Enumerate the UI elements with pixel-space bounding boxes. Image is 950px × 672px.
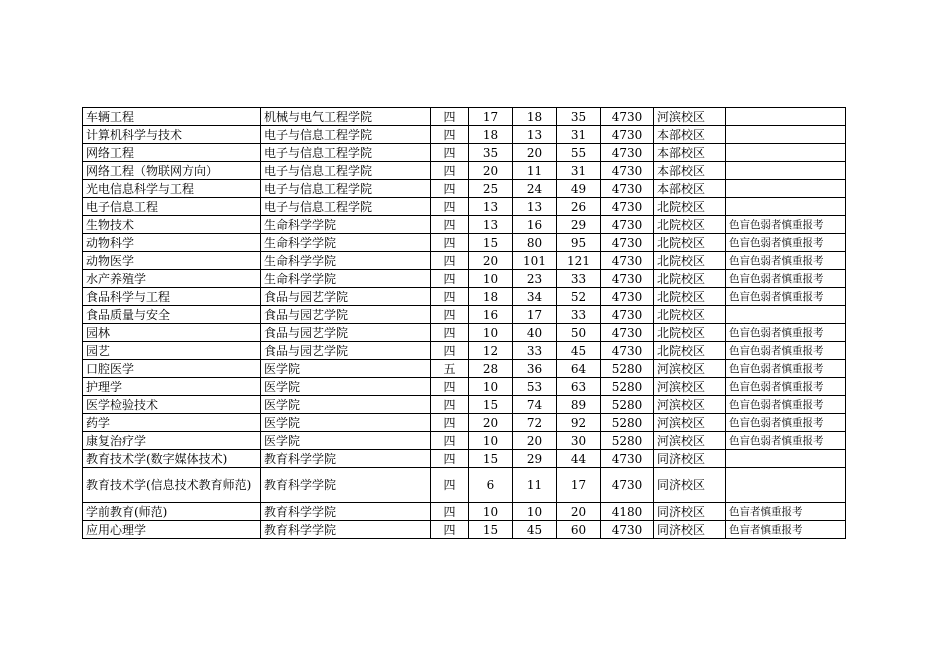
total-cell: 45 [557, 342, 601, 360]
college-cell: 生命科学学院 [261, 234, 431, 252]
count-b-cell: 101 [513, 252, 557, 270]
note-cell: 色盲色弱者慎重报考 [726, 234, 846, 252]
duration-cell: 四 [431, 288, 469, 306]
count-b-cell: 53 [513, 378, 557, 396]
tuition-cell: 4730 [601, 144, 654, 162]
count-a-cell: 20 [469, 252, 513, 270]
tuition-cell: 4730 [601, 521, 654, 539]
note-cell [726, 108, 846, 126]
table-row [83, 324, 846, 342]
major-cell: 康复治疗学 [83, 432, 261, 450]
count-b-cell: 40 [513, 324, 557, 342]
campus-cell: 北院校区 [654, 270, 726, 288]
campus-cell: 北院校区 [654, 288, 726, 306]
campus-cell: 本部校区 [654, 162, 726, 180]
campus-cell: 同济校区 [654, 521, 726, 539]
count-a-cell: 13 [469, 198, 513, 216]
tuition-cell: 4730 [601, 162, 654, 180]
table-row [83, 521, 846, 539]
note-cell [726, 198, 846, 216]
college-cell: 医学院 [261, 360, 431, 378]
count-b-cell: 29 [513, 450, 557, 468]
note-cell: 色盲色弱者慎重报考 [726, 252, 846, 270]
college-cell: 生命科学学院 [261, 270, 431, 288]
campus-cell: 同济校区 [654, 450, 726, 468]
table-row [83, 252, 846, 270]
tuition-cell: 4730 [601, 306, 654, 324]
count-b-cell: 36 [513, 360, 557, 378]
campus-cell: 本部校区 [654, 180, 726, 198]
note-cell: 色盲色弱者慎重报考 [726, 342, 846, 360]
college-cell: 医学院 [261, 396, 431, 414]
campus-cell: 北院校区 [654, 234, 726, 252]
tuition-cell: 5280 [601, 414, 654, 432]
tuition-cell: 4730 [601, 468, 654, 503]
major-cell: 食品质量与安全 [83, 306, 261, 324]
count-a-cell: 20 [469, 162, 513, 180]
table-row [83, 360, 846, 378]
college-cell: 食品与园艺学院 [261, 324, 431, 342]
count-a-cell: 10 [469, 270, 513, 288]
college-cell: 医学院 [261, 378, 431, 396]
campus-cell: 北院校区 [654, 216, 726, 234]
table-row [83, 432, 846, 450]
table-row [83, 396, 846, 414]
table-row [83, 306, 846, 324]
note-cell: 色盲色弱者慎重报考 [726, 288, 846, 306]
major-cell: 电子信息工程 [83, 198, 261, 216]
note-cell: 色盲色弱者慎重报考 [726, 270, 846, 288]
count-a-cell: 28 [469, 360, 513, 378]
table-row [83, 288, 846, 306]
major-cell: 网络工程（物联网方向） [83, 162, 261, 180]
count-a-cell: 15 [469, 234, 513, 252]
college-cell: 教育科学学院 [261, 468, 431, 503]
note-cell [726, 450, 846, 468]
tuition-cell: 4730 [601, 288, 654, 306]
count-a-cell: 15 [469, 450, 513, 468]
college-cell: 教育科学学院 [261, 503, 431, 521]
table-row [83, 414, 846, 432]
college-cell: 食品与园艺学院 [261, 342, 431, 360]
count-a-cell: 10 [469, 378, 513, 396]
count-b-cell: 80 [513, 234, 557, 252]
count-a-cell: 15 [469, 521, 513, 539]
count-a-cell: 18 [469, 126, 513, 144]
count-a-cell: 25 [469, 180, 513, 198]
major-cell: 教育技术学(数字媒体技术) [83, 450, 261, 468]
table-row [83, 378, 846, 396]
college-cell: 电子与信息工程学院 [261, 144, 431, 162]
count-b-cell: 23 [513, 270, 557, 288]
duration-cell: 四 [431, 414, 469, 432]
campus-cell: 河滨校区 [654, 414, 726, 432]
campus-cell: 北院校区 [654, 306, 726, 324]
duration-cell: 四 [431, 342, 469, 360]
total-cell: 35 [557, 108, 601, 126]
total-cell: 44 [557, 450, 601, 468]
total-cell: 33 [557, 270, 601, 288]
tuition-cell: 4180 [601, 503, 654, 521]
count-a-cell: 20 [469, 414, 513, 432]
duration-cell: 四 [431, 521, 469, 539]
table-row [83, 216, 846, 234]
count-a-cell: 17 [469, 108, 513, 126]
count-b-cell: 11 [513, 468, 557, 503]
count-b-cell: 20 [513, 144, 557, 162]
campus-cell: 河滨校区 [654, 396, 726, 414]
college-cell: 教育科学学院 [261, 450, 431, 468]
college-cell: 教育科学学院 [261, 521, 431, 539]
campus-cell: 北院校区 [654, 198, 726, 216]
tuition-cell: 4730 [601, 450, 654, 468]
total-cell: 49 [557, 180, 601, 198]
college-cell: 生命科学学院 [261, 216, 431, 234]
duration-cell: 四 [431, 503, 469, 521]
duration-cell: 四 [431, 198, 469, 216]
tuition-cell: 4730 [601, 180, 654, 198]
table-row [83, 450, 846, 468]
note-cell [726, 306, 846, 324]
tuition-cell: 4730 [601, 198, 654, 216]
college-cell: 生命科学学院 [261, 252, 431, 270]
major-cell: 动物科学 [83, 234, 261, 252]
count-b-cell: 11 [513, 162, 557, 180]
count-b-cell: 72 [513, 414, 557, 432]
tuition-cell: 4730 [601, 234, 654, 252]
major-cell: 光电信息科学与工程 [83, 180, 261, 198]
table-row [83, 503, 846, 521]
tuition-cell: 4730 [601, 342, 654, 360]
count-a-cell: 16 [469, 306, 513, 324]
count-b-cell: 20 [513, 432, 557, 450]
campus-cell: 本部校区 [654, 144, 726, 162]
campus-cell: 北院校区 [654, 252, 726, 270]
enrollment-table [82, 107, 846, 539]
tuition-cell: 4730 [601, 270, 654, 288]
total-cell: 20 [557, 503, 601, 521]
table-row [83, 126, 846, 144]
note-cell: 色盲者慎重报考 [726, 521, 846, 539]
duration-cell: 四 [431, 126, 469, 144]
count-b-cell: 10 [513, 503, 557, 521]
tuition-cell: 5280 [601, 378, 654, 396]
count-a-cell: 10 [469, 503, 513, 521]
count-b-cell: 13 [513, 198, 557, 216]
duration-cell: 四 [431, 468, 469, 503]
table-row [83, 468, 846, 503]
note-cell [726, 162, 846, 180]
major-cell: 应用心理学 [83, 521, 261, 539]
total-cell: 89 [557, 396, 601, 414]
note-cell: 色盲色弱者慎重报考 [726, 432, 846, 450]
duration-cell: 五 [431, 360, 469, 378]
count-b-cell: 24 [513, 180, 557, 198]
total-cell: 52 [557, 288, 601, 306]
count-b-cell: 74 [513, 396, 557, 414]
college-cell: 电子与信息工程学院 [261, 198, 431, 216]
campus-cell: 同济校区 [654, 503, 726, 521]
table-row [83, 198, 846, 216]
table-row [83, 108, 846, 126]
duration-cell: 四 [431, 252, 469, 270]
count-b-cell: 17 [513, 306, 557, 324]
major-cell: 护理学 [83, 378, 261, 396]
duration-cell: 四 [431, 162, 469, 180]
major-cell: 医学检验技术 [83, 396, 261, 414]
duration-cell: 四 [431, 144, 469, 162]
total-cell: 63 [557, 378, 601, 396]
total-cell: 30 [557, 432, 601, 450]
duration-cell: 四 [431, 270, 469, 288]
college-cell: 医学院 [261, 432, 431, 450]
note-cell [726, 126, 846, 144]
tuition-cell: 5280 [601, 360, 654, 378]
count-b-cell: 13 [513, 126, 557, 144]
count-a-cell: 6 [469, 468, 513, 503]
college-cell: 电子与信息工程学院 [261, 162, 431, 180]
total-cell: 33 [557, 306, 601, 324]
count-b-cell: 18 [513, 108, 557, 126]
duration-cell: 四 [431, 306, 469, 324]
campus-cell: 同济校区 [654, 468, 726, 503]
count-a-cell: 13 [469, 216, 513, 234]
duration-cell: 四 [431, 432, 469, 450]
table-row [83, 270, 846, 288]
count-a-cell: 15 [469, 396, 513, 414]
duration-cell: 四 [431, 324, 469, 342]
total-cell: 55 [557, 144, 601, 162]
major-cell: 食品科学与工程 [83, 288, 261, 306]
major-cell: 教育技术学(信息技术教育师范) [83, 468, 261, 503]
total-cell: 26 [557, 198, 601, 216]
count-a-cell: 35 [469, 144, 513, 162]
total-cell: 60 [557, 521, 601, 539]
count-a-cell: 10 [469, 432, 513, 450]
duration-cell: 四 [431, 180, 469, 198]
total-cell: 31 [557, 126, 601, 144]
note-cell: 色盲色弱者慎重报考 [726, 396, 846, 414]
total-cell: 121 [557, 252, 601, 270]
major-cell: 药学 [83, 414, 261, 432]
count-b-cell: 45 [513, 521, 557, 539]
duration-cell: 四 [431, 378, 469, 396]
note-cell: 色盲色弱者慎重报考 [726, 216, 846, 234]
count-b-cell: 16 [513, 216, 557, 234]
major-cell: 学前教育(师范) [83, 503, 261, 521]
campus-cell: 河滨校区 [654, 360, 726, 378]
college-cell: 医学院 [261, 414, 431, 432]
total-cell: 64 [557, 360, 601, 378]
major-cell: 网络工程 [83, 144, 261, 162]
tuition-cell: 4730 [601, 216, 654, 234]
duration-cell: 四 [431, 108, 469, 126]
table-row [83, 342, 846, 360]
tuition-cell: 4730 [601, 252, 654, 270]
college-cell: 食品与园艺学院 [261, 288, 431, 306]
campus-cell: 本部校区 [654, 126, 726, 144]
college-cell: 电子与信息工程学院 [261, 126, 431, 144]
tuition-cell: 4730 [601, 126, 654, 144]
table-row [83, 144, 846, 162]
note-cell: 色盲色弱者慎重报考 [726, 414, 846, 432]
major-cell: 计算机科学与技术 [83, 126, 261, 144]
note-cell [726, 180, 846, 198]
tuition-cell: 5280 [601, 432, 654, 450]
college-cell: 电子与信息工程学院 [261, 180, 431, 198]
campus-cell: 河滨校区 [654, 108, 726, 126]
major-cell: 水产养殖学 [83, 270, 261, 288]
note-cell: 色盲色弱者慎重报考 [726, 378, 846, 396]
total-cell: 50 [557, 324, 601, 342]
table-body [83, 108, 846, 539]
major-cell: 园艺 [83, 342, 261, 360]
duration-cell: 四 [431, 450, 469, 468]
note-cell [726, 468, 846, 503]
college-cell: 机械与电气工程学院 [261, 108, 431, 126]
college-cell: 食品与园艺学院 [261, 306, 431, 324]
table-row [83, 180, 846, 198]
major-cell: 口腔医学 [83, 360, 261, 378]
duration-cell: 四 [431, 234, 469, 252]
note-cell: 色盲色弱者慎重报考 [726, 324, 846, 342]
major-cell: 园林 [83, 324, 261, 342]
count-a-cell: 12 [469, 342, 513, 360]
count-b-cell: 33 [513, 342, 557, 360]
total-cell: 92 [557, 414, 601, 432]
tuition-cell: 5280 [601, 396, 654, 414]
note-cell [726, 144, 846, 162]
major-cell: 动物医学 [83, 252, 261, 270]
campus-cell: 北院校区 [654, 342, 726, 360]
major-cell: 车辆工程 [83, 108, 261, 126]
table-row [83, 234, 846, 252]
count-b-cell: 34 [513, 288, 557, 306]
campus-cell: 河滨校区 [654, 378, 726, 396]
duration-cell: 四 [431, 396, 469, 414]
tuition-cell: 4730 [601, 324, 654, 342]
total-cell: 29 [557, 216, 601, 234]
note-cell: 色盲者慎重报考 [726, 503, 846, 521]
total-cell: 31 [557, 162, 601, 180]
duration-cell: 四 [431, 216, 469, 234]
campus-cell: 北院校区 [654, 324, 726, 342]
major-cell: 生物技术 [83, 216, 261, 234]
table-row [83, 162, 846, 180]
campus-cell: 河滨校区 [654, 432, 726, 450]
total-cell: 17 [557, 468, 601, 503]
total-cell: 95 [557, 234, 601, 252]
count-a-cell: 10 [469, 324, 513, 342]
tuition-cell: 4730 [601, 108, 654, 126]
count-a-cell: 18 [469, 288, 513, 306]
note-cell: 色盲色弱者慎重报考 [726, 360, 846, 378]
